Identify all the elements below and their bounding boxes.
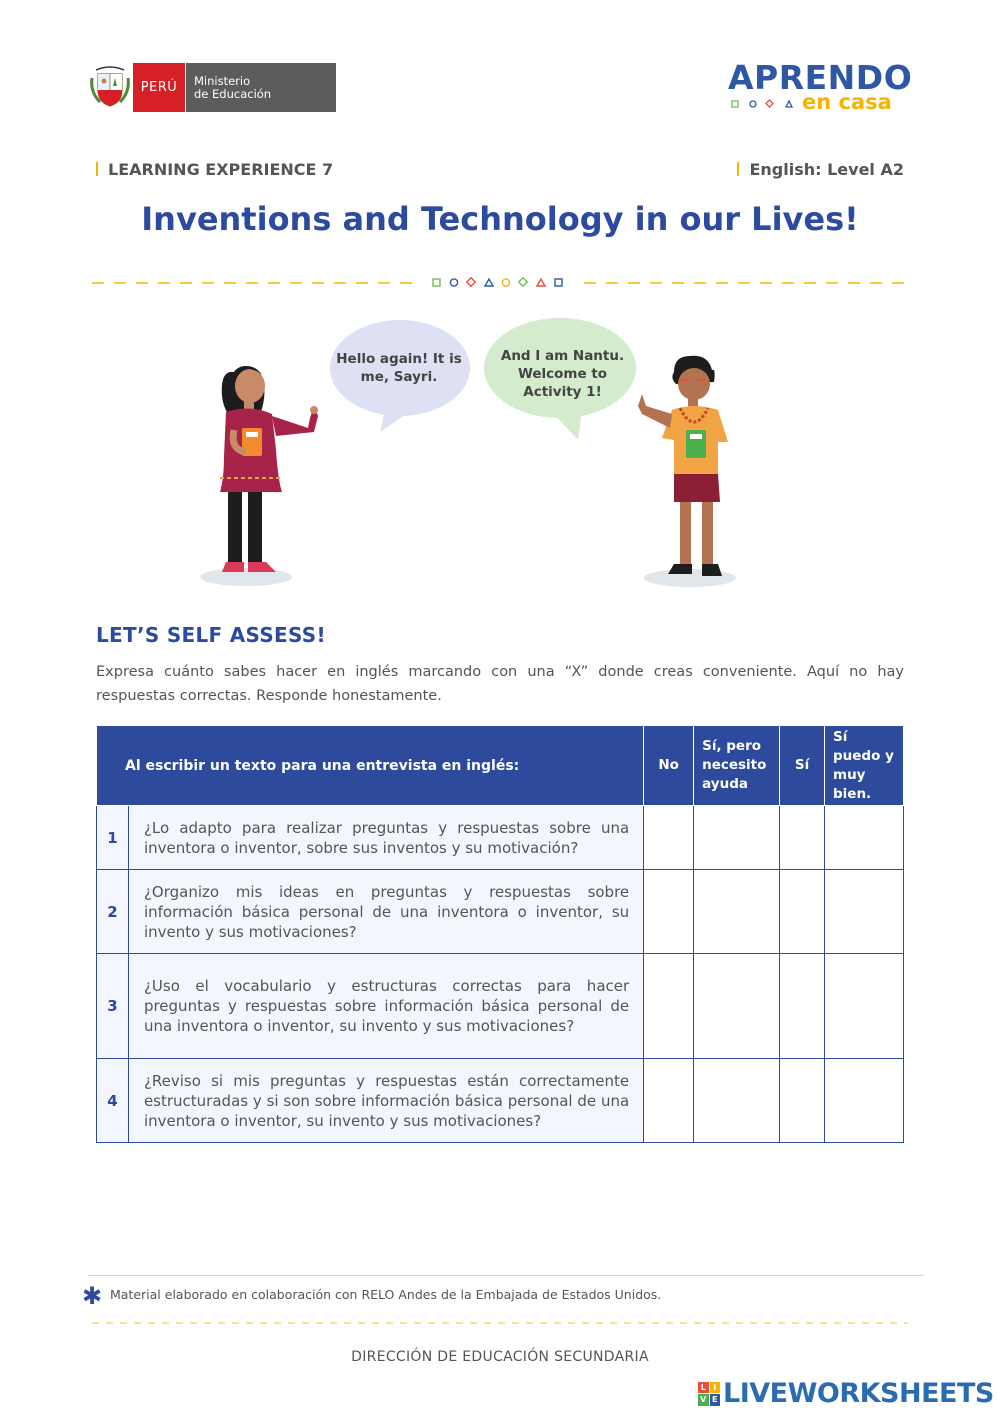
answer-cell-yes[interactable]	[780, 870, 825, 954]
page-title: Inventions and Technology in our Lives!	[141, 200, 859, 238]
answer-cell-needs-help[interactable]	[694, 870, 780, 954]
characters-illustration	[190, 310, 760, 600]
accent-bar	[96, 162, 98, 176]
row-number: 4	[97, 1059, 129, 1143]
answer-cell-no[interactable]	[644, 954, 694, 1059]
option-header-needs-help: Sí, pero necesito ayuda	[694, 726, 780, 806]
row-question: ¿Reviso si mis preguntas y respuestas están correctamente estructuradas y si son sobre información básica personal de una inventora o inventor, su invento y sus motivaciones?	[128, 1059, 643, 1143]
answer-cell-no[interactable]	[644, 870, 694, 954]
row-question: ¿Organizo mis ideas en preguntas y respuestas sobre información básica personal de una inventora o inventor, su invento y sus motivaciones?	[128, 870, 643, 954]
answer-cell-very-well[interactable]	[825, 1059, 904, 1143]
level-label: English: Level A2	[737, 160, 904, 179]
brand-shapes-icon	[731, 98, 795, 112]
section-title: LET’S SELF ASSESS!	[96, 623, 326, 647]
answer-cell-needs-help[interactable]	[694, 954, 780, 1059]
table-row	[97, 870, 904, 954]
accent-bar	[737, 162, 739, 176]
liveworksheets-watermark	[698, 1378, 994, 1409]
answer-cell-yes[interactable]	[780, 806, 825, 870]
answer-cell-needs-help[interactable]	[694, 1059, 780, 1143]
answer-cell-needs-help[interactable]	[694, 806, 780, 870]
table-row	[97, 1059, 904, 1143]
speech-text-sayri: Hello again! It is me, Sayri.	[336, 351, 462, 385]
self-assessment-table	[96, 725, 904, 1143]
row-number: 2	[97, 870, 129, 954]
peru-label: PERÚ	[133, 63, 185, 112]
ministry-line-1: Ministerio	[194, 74, 251, 88]
ministry-label	[186, 63, 336, 112]
table-row	[97, 806, 904, 870]
speech-text-nantu: And I am Nantu. Welcome to Activity 1!	[500, 348, 625, 400]
option-header-yes: Sí	[780, 726, 825, 806]
footer-direccion: DIRECCIÓN DE EDUCACIÓN SECUNDARIA	[351, 1349, 649, 1365]
answer-cell-very-well[interactable]	[825, 806, 904, 870]
footer-rule	[88, 1275, 924, 1276]
brand-title: APRENDO	[728, 58, 913, 97]
instructions: Expresa cuánto sabes hacer en inglés marcando con una “X” donde creas conveniente. Aquí no hay respuestas correctas. Responde honestamente.	[96, 664, 904, 704]
liveworksheets-logo-icon: L I V E	[698, 1382, 720, 1406]
question-header: Al escribir un texto para una entrevista en inglés:	[97, 726, 644, 806]
row-question: ¿Lo adapto para realizar preguntas y respuestas sobre una inventora o inventor, sobre sus inventos y su motivación?	[128, 806, 643, 870]
answer-cell-very-well[interactable]	[825, 870, 904, 954]
row-number: 3	[97, 954, 129, 1059]
peru-coat-of-arms-icon	[90, 64, 130, 110]
sayri-character	[200, 366, 318, 586]
answer-cell-yes[interactable]	[780, 954, 825, 1059]
footer-dashed-divider	[92, 1321, 908, 1325]
decorative-divider	[92, 274, 908, 292]
brand-subtitle: en casa	[802, 90, 892, 114]
footer-note: Material elaborado en colaboración con RELO Andes de la Embajada de Estados Unidos.	[110, 1287, 662, 1302]
table-row	[97, 954, 904, 1059]
answer-cell-no[interactable]	[644, 1059, 694, 1143]
answer-cell-very-well[interactable]	[825, 954, 904, 1059]
learning-experience-label: LEARNING EXPERIENCE 7	[96, 160, 333, 179]
asterisk-icon: ✱	[82, 1282, 103, 1310]
nantu-character	[638, 356, 736, 587]
row-question: ¿Uso el vocabulario y estructuras correctas para hacer preguntas y respuestas sobre información básica personal de una inventora o inventor, su invento y sus motivaciones?	[128, 954, 643, 1059]
answer-cell-yes[interactable]	[780, 1059, 825, 1143]
option-header-very-well: Sí puedo y muy bien.	[825, 726, 904, 806]
answer-cell-no[interactable]	[644, 806, 694, 870]
liveworksheets-text: LIVEWORKSHEETS	[723, 1378, 994, 1409]
option-header-no: No	[644, 726, 694, 806]
table-header-row	[97, 726, 904, 806]
row-number: 1	[97, 806, 129, 870]
ministry-line-2: de Educación	[194, 87, 272, 101]
